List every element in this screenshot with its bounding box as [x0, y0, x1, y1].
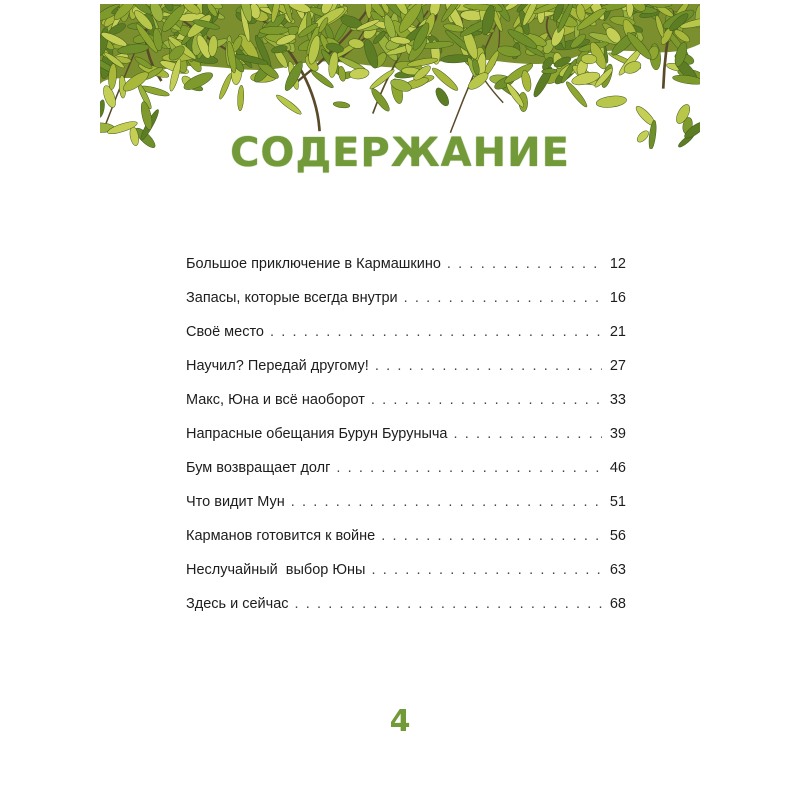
toc-entry-title: Что видит Мун: [186, 494, 285, 510]
toc-entry-title: Напрасные обещания Бурун Буруныча: [186, 426, 448, 442]
toc-entry-title: Большое приключение в Кармашкино: [186, 256, 441, 272]
toc-entry[interactable]: [186, 494, 626, 528]
toc-entry-page: 27: [609, 358, 626, 374]
toc-entry-page: 46: [609, 460, 626, 476]
toc-entry[interactable]: [186, 358, 626, 392]
toc-entry-title: Своё место: [186, 324, 264, 340]
toc-entry[interactable]: [186, 596, 626, 630]
dot-leader: [375, 358, 602, 374]
toc-entry-title: Макс, Юна и всё наоборот: [186, 392, 365, 408]
toc-entry[interactable]: [186, 562, 626, 596]
table-of-contents: [186, 256, 626, 630]
toc-entry[interactable]: [186, 256, 626, 290]
toc-entry-page: 21: [609, 324, 626, 340]
toc-entry-title: Неслучайный выбор Юны: [186, 562, 366, 578]
toc-entry-page: 63: [609, 562, 626, 578]
page-number: 4: [389, 704, 411, 739]
toc-entry-title: Запасы, которые всегда внутри: [186, 290, 398, 306]
page-title: СОДЕРЖАНИЕ: [230, 130, 570, 176]
dot-leader: [447, 256, 602, 272]
toc-entry-title: Здесь и сейчас: [186, 596, 289, 612]
dot-leader: [454, 426, 603, 442]
toc-entry-title: Карманов готовится к войне: [186, 528, 376, 544]
toc-entry[interactable]: [186, 426, 626, 460]
dot-leader: [295, 596, 602, 612]
dot-leader: [270, 324, 602, 340]
toc-entry-page: 68: [609, 596, 626, 612]
toc-entry[interactable]: [186, 528, 626, 562]
toc-entry[interactable]: [186, 392, 626, 426]
dot-leader: [336, 460, 602, 476]
dot-leader: [291, 494, 602, 510]
dot-leader: [371, 392, 602, 408]
toc-entry-page: 12: [609, 256, 626, 272]
toc-entry-page: 39: [609, 426, 626, 442]
dot-leader: [404, 290, 602, 306]
toc-entry-title: Бум возвращает долг: [186, 460, 331, 476]
dot-leader: [381, 528, 602, 544]
toc-entry[interactable]: [186, 324, 626, 358]
book-page: [100, 4, 700, 800]
foliage-illustration: [100, 4, 700, 149]
toc-entry-page: 33: [609, 392, 626, 408]
toc-entry[interactable]: [186, 290, 626, 324]
dot-leader: [371, 562, 602, 578]
toc-entry-page: 16: [609, 290, 626, 306]
toc-entry-page: 56: [609, 528, 626, 544]
toc-entry[interactable]: [186, 460, 626, 494]
toc-entry-title: Научил? Передай другому!: [186, 358, 369, 374]
toc-entry-page: 51: [609, 494, 626, 510]
